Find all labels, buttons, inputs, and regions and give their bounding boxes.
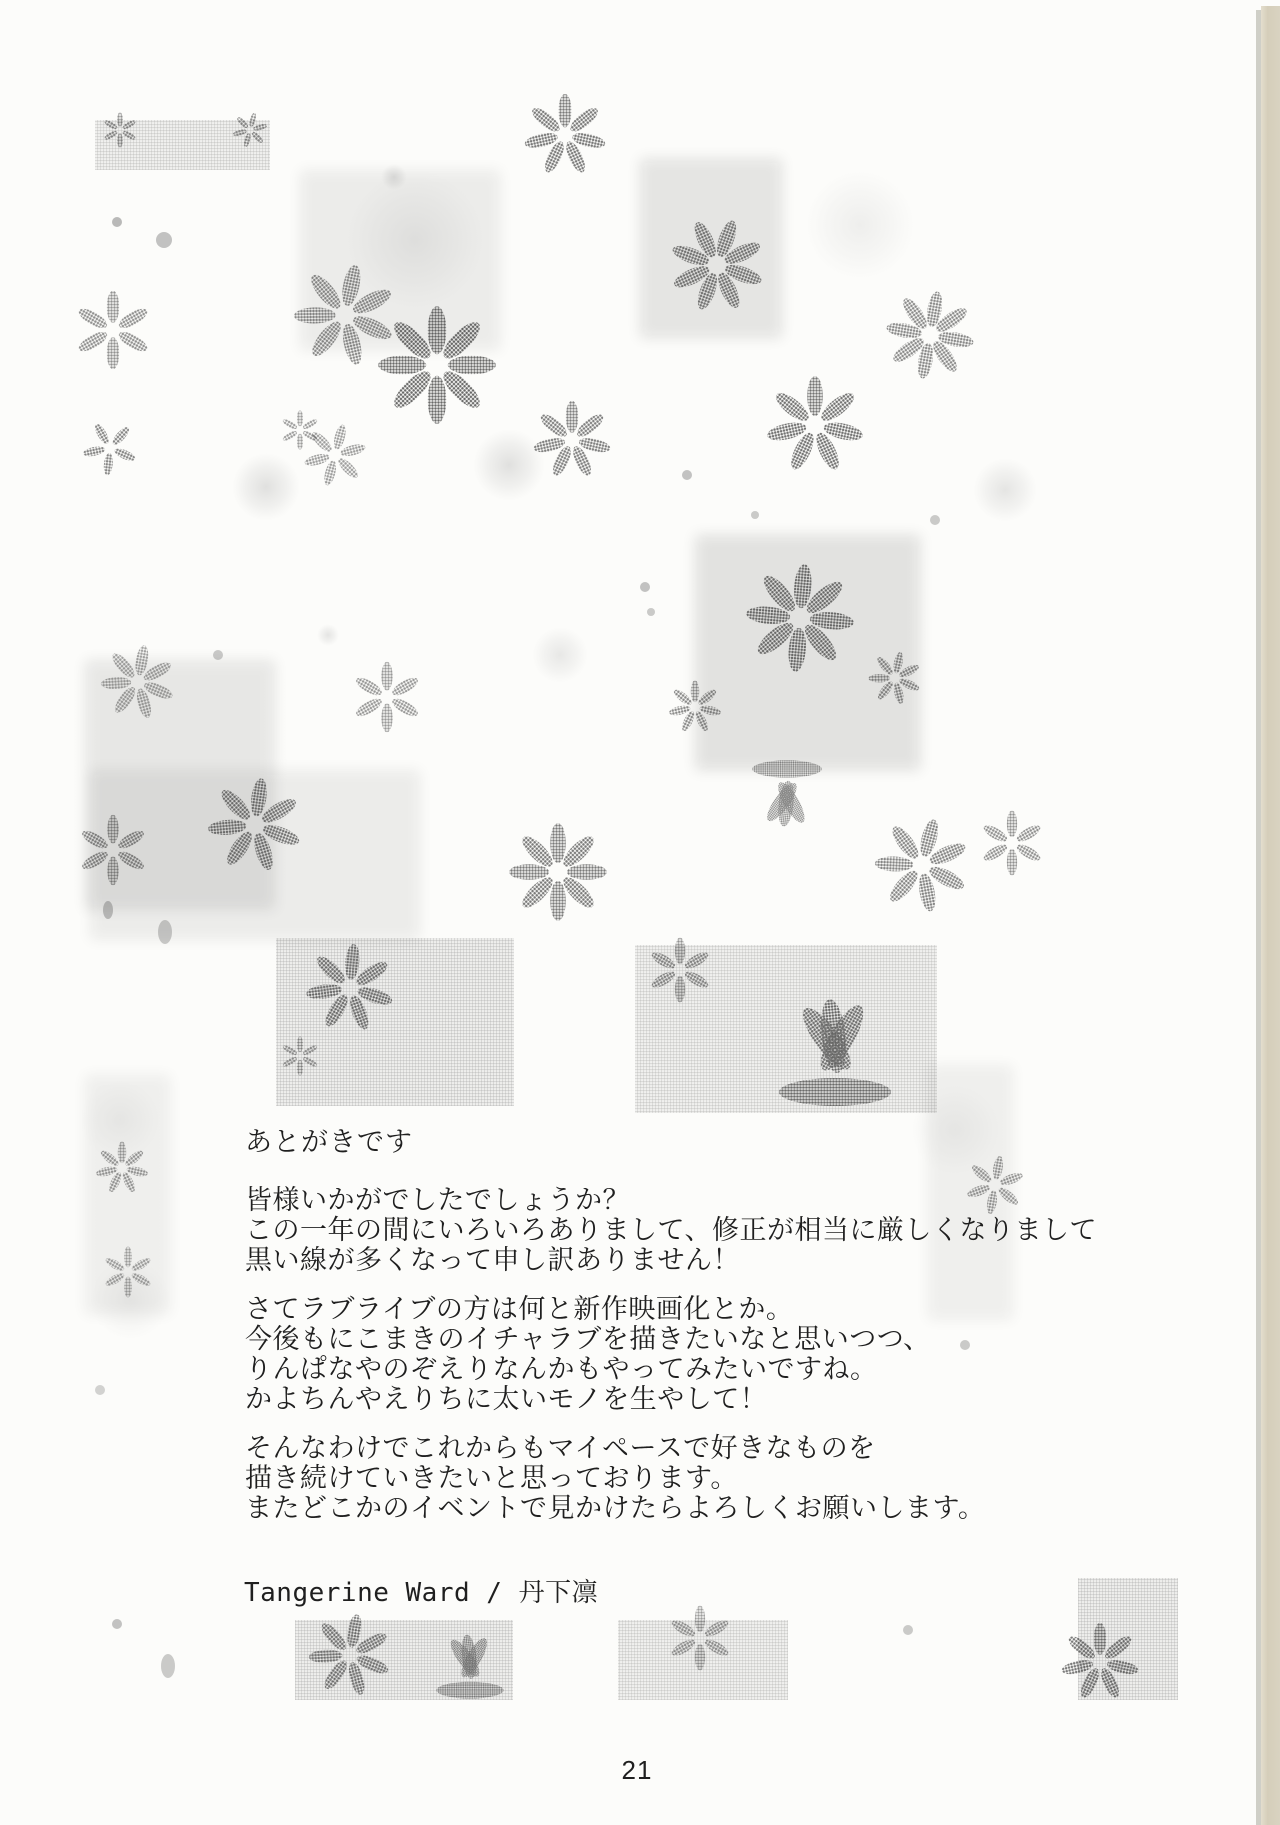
afterword-line: この一年の間にいろいろありまして、修正が相当に厳しくなりまして (245, 1215, 1097, 1245)
afterword-line: 黒い線が多くなって申し訳ありません！ (245, 1245, 740, 1275)
afterword-line: 皆様いかがでしたでしょうか？ (245, 1185, 630, 1215)
afterword-paragraph-3 (245, 1433, 985, 1523)
afterword-line: かよちんやえりちに太いモノを生やして！ (245, 1384, 768, 1414)
afterword-line: またどこかのイベントで見かけたらよろしくお願いします。 (245, 1493, 986, 1523)
afterword-title: あとがきです (245, 1127, 413, 1157)
afterword-line: りんぱなやのぞえりなんかもやってみたいですね。 (245, 1354, 878, 1384)
afterword-paragraph-1 (245, 1185, 1097, 1275)
paper-edge (1261, 6, 1280, 1825)
page-number: 21 (621, 1755, 653, 1785)
afterword-line: 描き続けていきたいと思っております。 (245, 1463, 738, 1493)
afterword-line: 今後もにこまきのイチャラブを描きたいなと思いつつ、 (245, 1324, 931, 1354)
afterword-line: そんなわけでこれからもマイペースで好きなものを (245, 1433, 876, 1463)
afterword-line: さてラブライブの方は何と新作映画化とか。 (245, 1294, 794, 1324)
credit-line: Tangerine Ward / 丹下凛 (244, 1578, 599, 1608)
afterword-paragraph-2 (245, 1294, 931, 1414)
